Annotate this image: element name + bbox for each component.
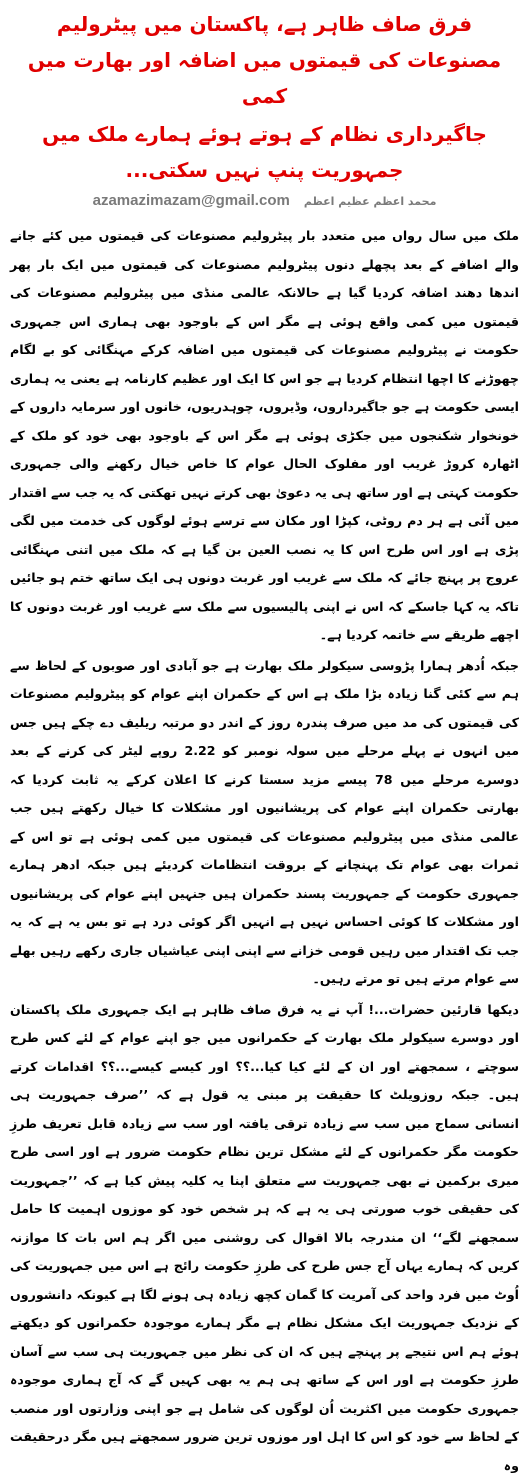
author-name: محمد اعظم عظیم اعظم [304, 195, 437, 208]
headline-primary: فرق صاف ظاہر ہے، پاکستان میں پیٹرولیم مصنوعات کی قیمتوں میں اضافہ اور بھارت میں کمی [10, 6, 519, 114]
article-paragraph: جبکہ اُدھر ہمارا پڑوسی سیکولر ملک بھارت ہے جو آبادی اور صوبوں کے لحاظ سے ہم سے کئی گنا زیادہ بڑا ملک ہے اس کے حکمران اپنے عوام کو پیٹرولیم مصنوعات کی قیمتوں کی مد میں صرف پندرہ روز کے اندر دو مرتبہ ریلیف دے چکے ہیں جس میں انہوں نے پہلے مرحلے میں سولہ نومبر کو 2.22 روپے لیٹر کی کرنے کے بعد دوسرے مرحلے میں 78 پیسے مزید سستا کرنے کا اعلان کرکے یہ ثابت کردیا کہ بھارتی حکمران اپنے عوام کی پریشانیوں اور مشکلات کا خیال رکھتے ہیں جب عالمی منڈی میں پیٹرولیم مصنوعات کی قیمتوں میں کمی ہوئی ہے تو اس کے ثمرات بھی عوام تک پہنچانے کے بروقت انتظامات کردیئے ہیں جبکہ ادھر ہمارے جمہوری حکومت کے جمہوریت پسند حکمران ہیں جنہیں اپنے عوام کی پریشانیوں اور مشکلات کا کوئی احساس نہیں ہے انہیں اگر کوئی درد ہے تو بس یہ ہے کہ یہ جب تک اقتدار میں رہیں قومی خزانے سے اپنی اپنی عیاشیاں جاری رکھے رہیں بھلے سے عوام مرتے ہیں تو مرتے رہیں۔ [10, 652, 519, 994]
article-paragraph: دیکھا قارئین حضرات...! آپ نے یہ فرق صاف ظاہر ہے ایک جمہوری ملک پاکستان اور دوسرے سیکولر ملک بھارت کے حکمرانوں میں جو اپنے عوام کے لئے کس طرح سوچتے ، سمجھتے اور ان کے لئے کیا کیا...؟؟ اور کیسے کیسے...؟؟ اقدامات کرتے ہیں۔ جبکہ روزویلٹ کا حقیقت پر مبنی یہ قول ہے کہ ’’صرف جمہوریت ہی انسانی سماج میں سب سے زیادہ ترقی یافتہ اور سب سے زیادہ قابل تعریف طرزِ حکومت مگر حکمرانوں کے لئے مشکل ترین نظام حکومت ضرور ہے اور اسی طرح میری برکمین نے بھی جمہوریت سے متعلق اپنا یہ کلیہ پیش کیا ہے کہ ’’جمہوریت کی حقیقی خوب صورتی ہی یہ ہے کہ ہر شخص خود کو موزوں اہمیت کا حامل سمجھنے لگے‘‘ ان مندرجہ بالا اقوال کی روشنی میں اگر ہم اس بات کا موازنہ کریں کہ ہمارے یہاں آج جس طرح کی طرزِ حکومت رائج ہے اس میں جمہوریت کی اُوٹ میں فرد واحد کی آمریت کا گمان کچھ زیادہ ہی ہونے لگا ہے کیونکہ دانشوروں کے نزدیک جمہوریت ایک مشکل نظام ہے مگر ہمارے موجودہ حکمرانوں کو دیکھتے ہوئے ہم اس نتیجے پر پہنچے ہیں کہ ان کی نظر میں جمہوریت ہی سب سے آسان طرزِ حکومت ہے اور اس کے ساتھ ہی ہم یہ بھی کہیں گے کہ آج ہماری موجودہ جمہوری حکومت میں اکثریت اُن لوگوں کی شامل ہے جو اپنی وزارتوں اور منصب کے لحاظ سے خود کو اس کا اہل اور موزوں ترین ضرور سمجھتے ہیں مگر درحقیقت وہ [10, 996, 519, 1480]
byline [10, 192, 519, 214]
author-email: azamazimazam@gmail.com [93, 192, 290, 209]
headline-secondary: جاگیرداری نظام کے ہوتے ہوئے ہمارے ملک میں جمہوریت پنپ نہیں سکتی... [10, 116, 519, 188]
article-paragraph: ملک میں سال رواں میں متعدد بار پیٹرولیم مصنوعات کی قیمتوں میں کئے جانے والے اضافے کے بعد پچھلے دنوں پیٹرولیم مصنوعات کی قیمتوں میں ایک بار پھر اندھا دھند اضافہ کردیا گیا ہے حالانکہ عالمی منڈی میں پیٹرولیم مصنوعات کی قیمتوں میں کمی واقع ہوئی ہے مگر اس کے باوجود بھی ہماری اس جمہوری حکومت نے پیٹرولیم مصنوعات کی قیمتوں میں اضافہ کرکے مہنگائی کو بے لگام چھوڑنے کا اچھا انتظام کردیا ہے جو اس کا ایک اور عظیم کارنامہ ہے یعنی یہ ہماری ایسی حکومت ہے جو جاگیرداروں، وڈیروں، چوہدریوں، خانوں اور سرمایہ داروں کے خونخوار شکنجوں میں جکڑی ہوئی ہے مگر اس کے باوجود بھی خود کو ملک کے اٹھارہ کروڑ غریب اور مفلوک الحال عوام کا خاص خیال رکھنے والی جمہوری حکومت کہتی ہے اور ساتھ ہی یہ دعویٰ بھی کرتے نہیں تھکتی کہ یہ جب سے اقتدار میں آئی ہے ہر دم روٹی، کپڑا اور مکان سے ترسے ہوئے لوگوں کی خدمت میں لگی پڑی ہے اور اس طرح اس کا یہ نصب العین بن گیا ہے کہ ملک میں اتنی مہنگائی عروج پر پہنچ جائے کہ ملک سے غریب اور غربت دونوں ہی ایک ساتھ ختم ہو جائیں تاکہ یہ کہا جاسکے کہ اس نے اپنی پالیسیوں سے ملک سے غریب اور غربت دونوں کا اچھے طریقے سے خاتمہ کردیا ہے۔ [10, 222, 519, 650]
